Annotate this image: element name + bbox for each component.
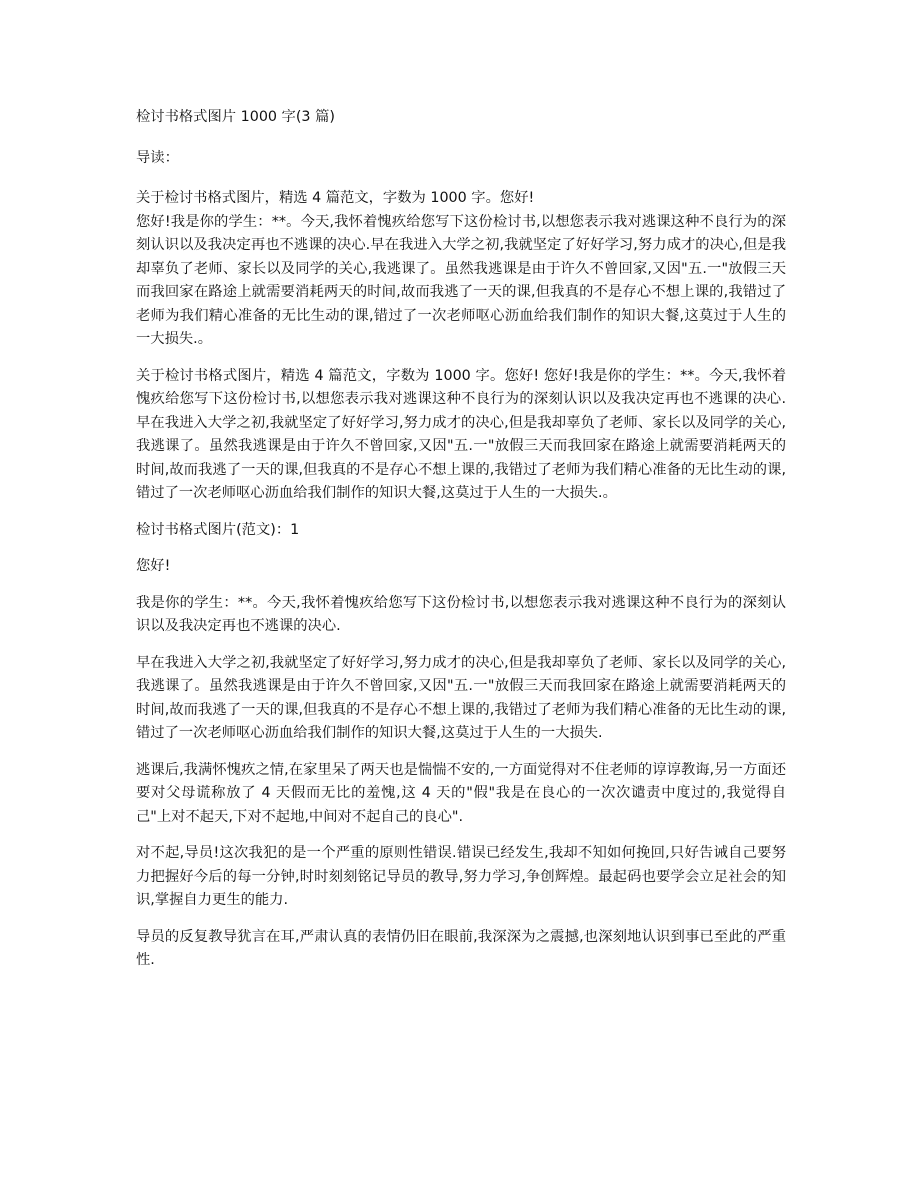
body-paragraph: 我是你的学生：**。今天,我怀着愧疚给您写下这份检讨书,以想您表示我对逃课这种不良行为的深刻认识以及我决定再也不逃课的决心.	[136, 594, 786, 634]
summary-line: 关于检讨书格式图片，精选 4 篇范文，字数为 1000 字。您好!	[136, 190, 535, 206]
summary-body: 您好!我是你的学生：**。今天,我怀着愧疚给您写下这份检讨书,以想您表示我对逃课这种不良行为的深刻认识以及我决定再也不逃课的决心.早在我进入大学之初,我就坚定了好好学习,努力成才的决心,但是我却辜负了老师、家长以及同学的关心,我逃课了。虽然我逃课是由于许久不曾回家,又因"五.一"放假三天而我回家在路途上就需要消耗两天的时间,故而我逃了一天的课,但我真的不是存心不想上课的,我错过了老师为我们精心准备的无比生动的课,错过了一次老师呕心沥血给我们制作的知识大餐,这莫过于人生的一大损失.。	[136, 213, 786, 347]
greeting: 您好!	[136, 558, 171, 574]
document-title: 检讨书格式图片 1000 字(3 篇)	[136, 109, 335, 125]
body-paragraph: 逃课后,我满怀愧疚之情,在家里呆了两天也是惴惴不安的,一方面觉得对不住老师的谆谆教诲,另一方面还要对父母谎称放了 4 天假而无比的羞愧,这 4 天的"假"我是在良心的一次次谴责中度过的,我觉得自己"上对不起天,下对不起地,中间对不起自己的良心".	[136, 761, 786, 825]
body-paragraph: 早在我进入大学之初,我就坚定了好好学习,努力成才的决心,但是我却辜负了老师、家长以及同学的关心,我逃课了。虽然我逃课是由于许久不曾回家,又因"五.一"放假三天而我回家在路途上就需要消耗两天的时间,故而我逃了一天的课,但我真的不是存心不想上课的,我错过了老师为我们精心准备的无比生动的课,错过了一次老师呕心沥血给我们制作的知识大餐,这莫过于人生的一大损失.	[136, 654, 786, 741]
body-paragraph: 导员的反复教导犹言在耳,严肃认真的表情仍旧在眼前,我深深为之震撼,也深刻地认识到事已至此的严重性.	[136, 928, 786, 968]
section-heading: 检讨书格式图片(范文)：1	[136, 521, 300, 538]
intro-label: 导读：	[136, 149, 179, 166]
summary-repeat: 关于检讨书格式图片，精选 4 篇范文，字数为 1000 字。您好! 您好!我是你的学生：**。今天,我怀着愧疚给您写下这份检讨书,以想您表示我对逃课这种不良行为的深刻认识以及我决定再也不逃课的决心.早在我进入大学之初,我就坚定了好好学习,努力成才的决心,但是我却辜负了老师、家长以及同学的关心,我逃课了。虽然我逃课是由于许久不曾回家,又因"五.一"放假三天而我回家在路途上就需要消耗两天的时间,故而我逃了一天的课,但我真的不是存心不想上课的,我错过了老师为我们精心准备的无比生动的课,错过了一次老师呕心沥血给我们制作的知识大餐,这莫过于人生的一大损失.。	[136, 367, 786, 501]
document-page	[136, 106, 786, 986]
body-paragraph: 对不起,导员!这次我犯的是一个严重的原则性错误.错误已经发生,我却不知如何挽回,只好告诫自己要努力把握好今后的每一分钟,时时刻刻铭记导员的教导,努力学习,争创辉煌。最起码也要学会立足社会的知识,掌握自力更生的能力.	[136, 845, 786, 908]
